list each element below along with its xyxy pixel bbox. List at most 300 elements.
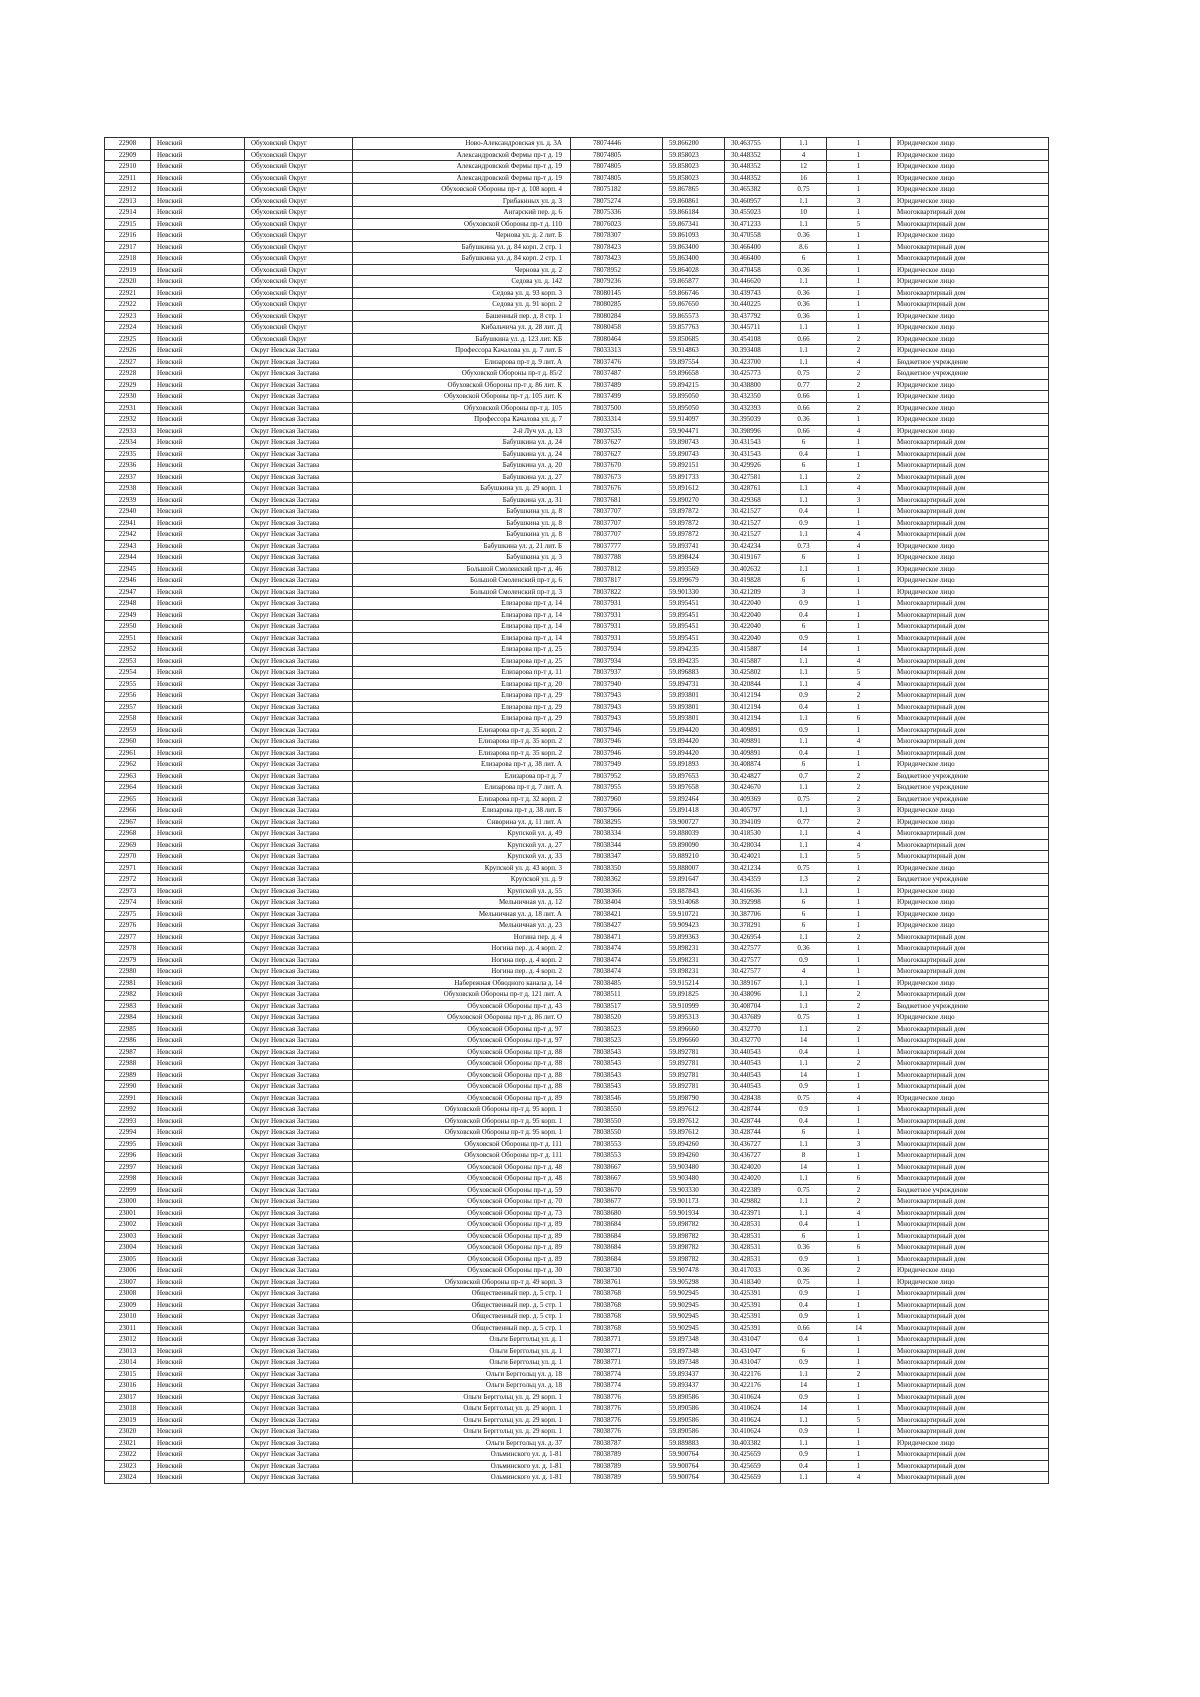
code-cell: 78079236 [571, 276, 663, 288]
municipality-cell: Округ Невская Застава [245, 1069, 353, 1081]
address-cell: Мельничная ул. д. 12 [353, 897, 571, 909]
count-cell: 1 [827, 241, 891, 253]
longitude-cell: 30.454108 [725, 333, 781, 345]
owner-type-cell: Юридическое лицо [891, 1092, 1049, 1104]
latitude-cell: 59.866746 [663, 287, 725, 299]
owner-type-cell: Многоквартирный дом [891, 471, 1049, 483]
row-number-cell: 23020 [105, 1426, 151, 1438]
table-row [105, 1081, 1049, 1093]
volume-cell: 6 [781, 1345, 827, 1357]
address-cell: Елизарова пр-т д. 14 [353, 632, 571, 644]
volume-cell: 14 [781, 1069, 827, 1081]
table-row [105, 931, 1049, 943]
municipality-cell: Округ Невская Застава [245, 851, 353, 863]
district-cell: Невский [151, 1345, 245, 1357]
district-cell: Невский [151, 897, 245, 909]
longitude-cell: 30.423971 [725, 1207, 781, 1219]
row-number-cell: 23000 [105, 1196, 151, 1208]
longitude-cell: 30.428744 [725, 1115, 781, 1127]
row-number-cell: 22936 [105, 460, 151, 472]
row-number-cell: 22922 [105, 299, 151, 311]
count-cell: 2 [827, 345, 891, 357]
latitude-cell: 59.894235 [663, 644, 725, 656]
volume-cell: 6 [781, 759, 827, 771]
latitude-cell: 59.898231 [663, 943, 725, 955]
code-cell: 78038517 [571, 1000, 663, 1012]
longitude-cell: 30.448352 [725, 172, 781, 184]
municipality-cell: Округ Невская Застава [245, 425, 353, 437]
owner-type-cell: Юридическое лицо [891, 862, 1049, 874]
volume-cell: 0.36 [781, 1265, 827, 1277]
code-cell: 78038295 [571, 816, 663, 828]
volume-cell: 1.1 [781, 805, 827, 817]
address-cell: Ольги Берггольц ул. д. 1 [353, 1345, 571, 1357]
count-cell: 3 [827, 1138, 891, 1150]
owner-type-cell: Юридическое лицо [891, 586, 1049, 598]
volume-cell: 0.77 [781, 379, 827, 391]
count-cell: 1 [827, 184, 891, 196]
owner-type-cell: Многоквартирный дом [891, 494, 1049, 506]
address-cell: Крупской ул. д. 49 [353, 828, 571, 840]
municipality-cell: Округ Невская Застава [245, 1161, 353, 1173]
volume-cell: 1.1 [781, 1414, 827, 1426]
district-cell: Невский [151, 885, 245, 897]
table-row [105, 793, 1049, 805]
volume-cell: 0.9 [781, 690, 827, 702]
district-cell: Невский [151, 966, 245, 978]
longitude-cell: 30.425391 [725, 1311, 781, 1323]
latitude-cell: 59.893741 [663, 540, 725, 552]
count-cell: 4 [827, 655, 891, 667]
address-cell: Бабушкина ул. д. 20 [353, 460, 571, 472]
row-number-cell: 22950 [105, 621, 151, 633]
table-row [105, 1219, 1049, 1231]
district-cell: Невский [151, 839, 245, 851]
municipality-cell: Округ Невская Застава [245, 1253, 353, 1265]
address-cell: Бабушкина ул. д. 31 [353, 494, 571, 506]
address-cell: Профессора Качалова ул. д. 7 лит. Б [353, 345, 571, 357]
table-row [105, 172, 1049, 184]
row-number-cell: 22924 [105, 322, 151, 334]
owner-type-cell: Многоквартирный дом [891, 598, 1049, 610]
latitude-cell: 59.891418 [663, 805, 725, 817]
district-cell: Невский [151, 1035, 245, 1047]
code-cell: 78037676 [571, 483, 663, 495]
longitude-cell: 30.422389 [725, 1184, 781, 1196]
owner-type-cell: Многоквартирный дом [891, 701, 1049, 713]
owner-type-cell: Многоквартирный дом [891, 218, 1049, 230]
owner-type-cell: Многоквартирный дом [891, 724, 1049, 736]
row-number-cell: 23023 [105, 1460, 151, 1472]
district-cell: Невский [151, 563, 245, 575]
municipality-cell: Обуховский Округ [245, 241, 353, 253]
district-cell: Невский [151, 977, 245, 989]
district-cell: Невский [151, 1207, 245, 1219]
row-number-cell: 22958 [105, 713, 151, 725]
longitude-cell: 30.392998 [725, 897, 781, 909]
row-number-cell: 22923 [105, 310, 151, 322]
district-cell: Невский [151, 1173, 245, 1185]
row-number-cell: 22994 [105, 1127, 151, 1139]
owner-type-cell: Бюджетное учреждение [891, 874, 1049, 886]
owner-type-cell: Юридическое лицо [891, 540, 1049, 552]
owner-type-cell: Юридическое лицо [891, 920, 1049, 932]
district-cell: Невский [151, 1138, 245, 1150]
municipality-cell: Округ Невская Застава [245, 1104, 353, 1116]
district-cell: Невский [151, 678, 245, 690]
district-cell: Невский [151, 1299, 245, 1311]
code-cell: 78038350 [571, 862, 663, 874]
district-cell: Невский [151, 322, 245, 334]
municipality-cell: Округ Невская Застава [245, 1150, 353, 1162]
address-cell: Елизарова пр-т д. 14 [353, 609, 571, 621]
municipality-cell: Округ Невская Застава [245, 897, 353, 909]
row-number-cell: 22908 [105, 138, 151, 150]
code-cell: 78033314 [571, 414, 663, 426]
volume-cell: 0.4 [781, 1299, 827, 1311]
row-number-cell: 22925 [105, 333, 151, 345]
table-row [105, 943, 1049, 955]
owner-type-cell: Многоквартирный дом [891, 1046, 1049, 1058]
count-cell: 1 [827, 253, 891, 265]
owner-type-cell: Многоквартирный дом [891, 287, 1049, 299]
volume-cell: 0.36 [781, 287, 827, 299]
count-cell: 2 [827, 1196, 891, 1208]
latitude-cell: 59.891733 [663, 471, 725, 483]
count-cell: 1 [827, 299, 891, 311]
code-cell: 78038404 [571, 897, 663, 909]
code-cell: 78038761 [571, 1276, 663, 1288]
code-cell: 78037931 [571, 621, 663, 633]
municipality-cell: Округ Невская Застава [245, 1311, 353, 1323]
longitude-cell: 30.417033 [725, 1265, 781, 1277]
count-cell: 1 [827, 575, 891, 587]
longitude-cell: 30.460957 [725, 195, 781, 207]
owner-type-cell: Бюджетное учреждение [891, 793, 1049, 805]
table-row [105, 287, 1049, 299]
owner-type-cell: Многоквартирный дом [891, 460, 1049, 472]
address-cell: Елизарова пр-т д. 7 [353, 770, 571, 782]
code-cell: 78038474 [571, 966, 663, 978]
municipality-cell: Округ Невская Застава [245, 1334, 353, 1346]
code-cell: 78038680 [571, 1207, 663, 1219]
longitude-cell: 30.428761 [725, 483, 781, 495]
table-row [105, 1403, 1049, 1415]
code-cell: 78076023 [571, 218, 663, 230]
longitude-cell: 30.405797 [725, 805, 781, 817]
district-cell: Невский [151, 414, 245, 426]
owner-type-cell: Юридическое лицо [891, 977, 1049, 989]
longitude-cell: 30.419828 [725, 575, 781, 587]
latitude-cell: 59.858023 [663, 161, 725, 173]
count-cell: 3 [827, 494, 891, 506]
row-number-cell: 22918 [105, 253, 151, 265]
longitude-cell: 30.418530 [725, 828, 781, 840]
address-cell: Обуховской Обороны пр-т д. 95 корп. 1 [353, 1104, 571, 1116]
latitude-cell: 59.897348 [663, 1345, 725, 1357]
table-row [105, 678, 1049, 690]
code-cell: 78038684 [571, 1230, 663, 1242]
district-cell: Невский [151, 356, 245, 368]
row-number-cell: 23022 [105, 1449, 151, 1461]
volume-cell: 0.75 [781, 862, 827, 874]
address-cell: Обуховской Обороны пр-т д. 89 [353, 1092, 571, 1104]
municipality-cell: Округ Невская Застава [245, 770, 353, 782]
table-row [105, 1460, 1049, 1472]
address-cell: Общественный пер. д. 5 стр. 1 [353, 1288, 571, 1300]
address-cell: Елизарова пр-т д. 29 [353, 713, 571, 725]
address-cell: Елизарова пр-т д. 38 лит. А [353, 759, 571, 771]
count-cell: 4 [827, 425, 891, 437]
count-cell: 1 [827, 1046, 891, 1058]
table-row [105, 1000, 1049, 1012]
table-row [105, 1345, 1049, 1357]
code-cell: 78037788 [571, 552, 663, 564]
district-cell: Невский [151, 1081, 245, 1093]
district-cell: Невский [151, 1368, 245, 1380]
district-cell: Невский [151, 989, 245, 1001]
code-cell: 78038789 [571, 1449, 663, 1461]
latitude-cell: 59.905298 [663, 1276, 725, 1288]
latitude-cell: 59.860861 [663, 195, 725, 207]
volume-cell: 0.9 [781, 598, 827, 610]
district-cell: Невский [151, 1000, 245, 1012]
owner-type-cell: Многоквартирный дом [891, 1472, 1049, 1484]
municipality-cell: Округ Невская Застава [245, 563, 353, 575]
longitude-cell: 30.429882 [725, 1196, 781, 1208]
owner-type-cell: Многоквартирный дом [891, 1334, 1049, 1346]
table-row [105, 1127, 1049, 1139]
count-cell: 1 [827, 230, 891, 242]
row-number-cell: 22909 [105, 149, 151, 161]
volume-cell: 16 [781, 172, 827, 184]
owner-type-cell: Многоквартирный дом [891, 839, 1049, 851]
municipality-cell: Округ Невская Застава [245, 356, 353, 368]
owner-type-cell: Многоквартирный дом [891, 667, 1049, 679]
row-number-cell: 23003 [105, 1230, 151, 1242]
code-cell: 78038771 [571, 1345, 663, 1357]
municipality-cell: Округ Невская Застава [245, 828, 353, 840]
volume-cell: 0.66 [781, 1322, 827, 1334]
volume-cell: 1.1 [781, 782, 827, 794]
row-number-cell: 23005 [105, 1253, 151, 1265]
latitude-cell: 59.901330 [663, 586, 725, 598]
count-cell: 6 [827, 1242, 891, 1254]
volume-cell: 1.1 [781, 1207, 827, 1219]
owner-type-cell: Многоквартирный дом [891, 517, 1049, 529]
count-cell: 4 [827, 483, 891, 495]
table-row [105, 1380, 1049, 1392]
table-row [105, 529, 1049, 541]
row-number-cell: 23024 [105, 1472, 151, 1484]
table-row [105, 1276, 1049, 1288]
row-number-cell: 22996 [105, 1150, 151, 1162]
row-number-cell: 22972 [105, 874, 151, 886]
municipality-cell: Округ Невская Застава [245, 1012, 353, 1024]
longitude-cell: 30.422040 [725, 621, 781, 633]
municipality-cell: Округ Невская Застава [245, 575, 353, 587]
municipality-cell: Обуховский Округ [245, 322, 353, 334]
municipality-cell: Округ Невская Застава [245, 943, 353, 955]
municipality-cell: Округ Невская Застава [245, 1138, 353, 1150]
longitude-cell: 30.431543 [725, 448, 781, 460]
latitude-cell: 59.902945 [663, 1322, 725, 1334]
address-cell: Обуховской Обороны пр-т д. 88 [353, 1046, 571, 1058]
volume-cell: 0.36 [781, 299, 827, 311]
volume-cell: 14 [781, 644, 827, 656]
address-cell: Ольги Берггольц ул. д. 29 корп. 1 [353, 1391, 571, 1403]
district-cell: Невский [151, 1127, 245, 1139]
district-cell: Невский [151, 379, 245, 391]
latitude-cell: 59.863400 [663, 253, 725, 265]
district-cell: Невский [151, 1023, 245, 1035]
owner-type-cell: Многоквартирный дом [891, 966, 1049, 978]
table-row [105, 540, 1049, 552]
owner-type-cell: Многоквартирный дом [891, 207, 1049, 219]
count-cell: 1 [827, 586, 891, 598]
volume-cell: 0.9 [781, 1311, 827, 1323]
address-cell: Обуховской Обороны пр-т д. 86 лит. К [353, 379, 571, 391]
owner-type-cell: Юридическое лицо [891, 172, 1049, 184]
owner-type-cell: Многоквартирный дом [891, 1380, 1049, 1392]
municipality-cell: Округ Невская Застава [245, 1081, 353, 1093]
municipality-cell: Округ Невская Застава [245, 552, 353, 564]
code-cell: 78037499 [571, 391, 663, 403]
latitude-cell: 59.897653 [663, 770, 725, 782]
address-cell: Ольги Берггольц ул. д. 1 [353, 1357, 571, 1369]
row-number-cell: 22920 [105, 276, 151, 288]
address-cell: Елизарова пр-т д. 14 [353, 621, 571, 633]
code-cell: 78078952 [571, 264, 663, 276]
row-number-cell: 23007 [105, 1276, 151, 1288]
address-cell: Ногина пер. д. 4 корп. 2 [353, 954, 571, 966]
row-number-cell: 23016 [105, 1380, 151, 1392]
longitude-cell: 30.429368 [725, 494, 781, 506]
count-cell: 14 [827, 1322, 891, 1334]
longitude-cell: 30.434359 [725, 874, 781, 886]
longitude-cell: 30.408874 [725, 759, 781, 771]
address-cell: Обуховской Обороны пр-т д. 48 [353, 1161, 571, 1173]
volume-cell: 0.4 [781, 1219, 827, 1231]
municipality-cell: Округ Невская Застава [245, 805, 353, 817]
municipality-cell: Округ Невская Застава [245, 368, 353, 380]
latitude-cell: 59.904471 [663, 425, 725, 437]
address-cell: Ногина пер. д. 4 [353, 931, 571, 943]
address-cell: Елизарова пр-т д. 35 корп. 2 [353, 747, 571, 759]
count-cell: 6 [827, 1173, 891, 1185]
latitude-cell: 59.867650 [663, 299, 725, 311]
count-cell: 4 [827, 529, 891, 541]
volume-cell: 0.7 [781, 770, 827, 782]
district-cell: Невский [151, 724, 245, 736]
count-cell: 4 [827, 839, 891, 851]
code-cell: 78038421 [571, 908, 663, 920]
table-row [105, 747, 1049, 759]
code-cell: 78038543 [571, 1081, 663, 1093]
row-number-cell: 22912 [105, 184, 151, 196]
count-cell: 1 [827, 138, 891, 150]
latitude-cell: 59.867341 [663, 218, 725, 230]
latitude-cell: 59.866200 [663, 138, 725, 150]
longitude-cell: 30.427577 [725, 954, 781, 966]
municipality-cell: Округ Невская Застава [245, 1391, 353, 1403]
count-cell: 1 [827, 977, 891, 989]
volume-cell: 1.1 [781, 1023, 827, 1035]
address-cell: Елизарова пр-т д. 29 [353, 690, 571, 702]
row-number-cell: 22986 [105, 1035, 151, 1047]
count-cell: 1 [827, 1391, 891, 1403]
count-cell: 1 [827, 563, 891, 575]
municipality-cell: Округ Невская Застава [245, 1368, 353, 1380]
count-cell: 1 [827, 161, 891, 173]
address-cell: Ольги Берггольц ул. д. 37 [353, 1437, 571, 1449]
row-number-cell: 23019 [105, 1414, 151, 1426]
latitude-cell: 59.914863 [663, 345, 725, 357]
count-cell: 1 [827, 632, 891, 644]
district-cell: Невский [151, 644, 245, 656]
code-cell: 78038667 [571, 1161, 663, 1173]
row-number-cell: 23015 [105, 1368, 151, 1380]
longitude-cell: 30.438096 [725, 989, 781, 1001]
owner-type-cell: Многоквартирный дом [891, 632, 1049, 644]
volume-cell: 1.1 [781, 839, 827, 851]
table-row [105, 1299, 1049, 1311]
row-number-cell: 22991 [105, 1092, 151, 1104]
code-cell: 78038344 [571, 839, 663, 851]
latitude-cell: 59.892781 [663, 1069, 725, 1081]
count-cell: 2 [827, 402, 891, 414]
table-row [105, 149, 1049, 161]
address-cell: Седова ул. д. 93 корп. 3 [353, 287, 571, 299]
latitude-cell: 59.897612 [663, 1104, 725, 1116]
municipality-cell: Округ Невская Застава [245, 1058, 353, 1070]
municipality-cell: Округ Невская Застава [245, 1092, 353, 1104]
latitude-cell: 59.892151 [663, 460, 725, 472]
owner-type-cell: Бюджетное учреждение [891, 770, 1049, 782]
volume-cell: 1.1 [781, 218, 827, 230]
owner-type-cell: Многоквартирный дом [891, 1414, 1049, 1426]
longitude-cell: 30.410624 [725, 1414, 781, 1426]
row-number-cell: 22930 [105, 391, 151, 403]
code-cell: 78038523 [571, 1023, 663, 1035]
volume-cell: 0.66 [781, 425, 827, 437]
code-cell: 78037937 [571, 667, 663, 679]
latitude-cell: 59.895050 [663, 391, 725, 403]
district-cell: Невский [151, 230, 245, 242]
municipality-cell: Обуховский Округ [245, 207, 353, 219]
longitude-cell: 30.408704 [725, 1000, 781, 1012]
longitude-cell: 30.393408 [725, 345, 781, 357]
owner-type-cell: Юридическое лицо [891, 563, 1049, 575]
owner-type-cell: Многоквартирный дом [891, 483, 1049, 495]
owner-type-cell: Многоквартирный дом [891, 1173, 1049, 1185]
table-row [105, 1012, 1049, 1024]
volume-cell: 1.1 [781, 1437, 827, 1449]
municipality-cell: Округ Невская Застава [245, 1023, 353, 1035]
owner-type-cell: Многоквартирный дом [891, 299, 1049, 311]
longitude-cell: 30.428531 [725, 1242, 781, 1254]
owner-type-cell: Многоквартирный дом [891, 644, 1049, 656]
longitude-cell: 30.402632 [725, 563, 781, 575]
owner-type-cell: Юридическое лицо [891, 759, 1049, 771]
volume-cell: 1.1 [781, 1058, 827, 1070]
municipality-cell: Округ Невская Застава [245, 701, 353, 713]
volume-cell: 6 [781, 1230, 827, 1242]
table-row [105, 1069, 1049, 1081]
latitude-cell: 59.857763 [663, 322, 725, 334]
table-row [105, 448, 1049, 460]
district-cell: Невский [151, 1230, 245, 1242]
